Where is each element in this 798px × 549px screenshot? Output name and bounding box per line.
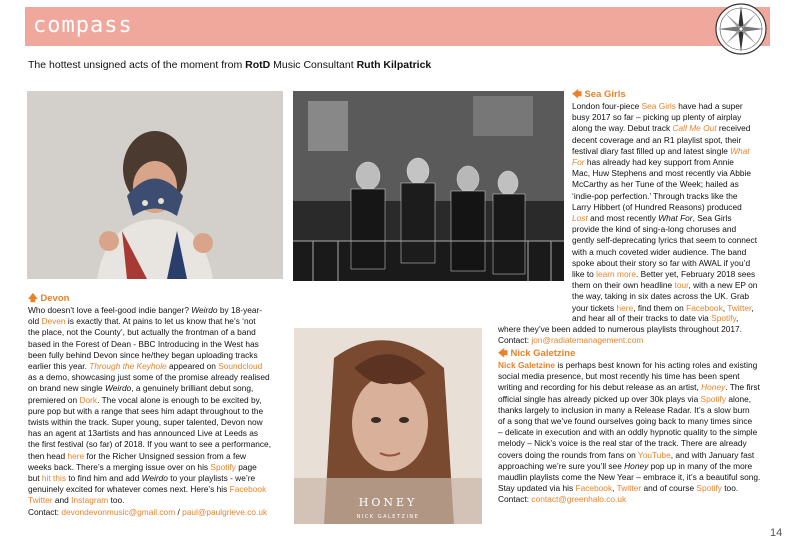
- sea-girls-article-end: and hear all of their tracks to date via Spotify,: [572, 313, 739, 323]
- soundcloud-link[interactable]: Soundcloud: [218, 361, 263, 372]
- paul-email-link[interactable]: paul@paulgrieve.co.uk: [182, 506, 268, 517]
- section-title: compass: [33, 13, 133, 38]
- devon-article: 🡅 Devon Who doesn’t love a feel-good indie banger? Weirdo by 18-year- old Deven is exactly that. At pains to let us know that he’s ‘not the place, not the County’, but actually the frontman of a band based in the Forest of Dean - BBC Introducing in the West has been fully behind Devon since he/they began uploading tracks earlier this year. Through the Keyhole appeared on Soundcloud as a demo, showcasing just some of the promise already realised on brand new single Weirdo, a genuinely brilliant debut song, premiered on Dork. The vocal alone is enough to be excited by, pure pop but with a range that sees him adapt throughout to the twists within the track. Super young, super talented, Devon now has an agent at 13artists and has announced Live at Leeds as the first festival (so far) of 2018. If you want to see a performance, then head here for the Richer Unsigned session from a few weeks back. There’s a merging issue over on his Spotify page but hit this to find him and add Weirdo to your playlists - we’re genuinely excited for whatever comes next. Here’s his Facebook Twitter and Instagram too. Contact: devondevonmusic@gmail.com / paul@paulgrieve.co.uk: [28, 293, 293, 518]
- sg-email-link[interactable]: jon@radiatemanagement.com: [531, 335, 644, 346]
- deven-link[interactable]: Deven: [41, 316, 66, 327]
- nick-email-link[interactable]: contact@greenhalo.co.uk: [531, 494, 627, 505]
- album-title: HONEY: [358, 496, 418, 509]
- twitter-link[interactable]: Twitter: [28, 495, 53, 506]
- nick-link[interactable]: Nick Galetzine: [498, 360, 556, 370]
- nick-twitter-link[interactable]: Twitter: [616, 483, 642, 494]
- lost-link[interactable]: Lost: [572, 213, 588, 224]
- devon-email-link[interactable]: devondevonmusic@gmail.com: [61, 506, 176, 517]
- hit-this-link[interactable]: hit this: [41, 473, 67, 484]
- call-me-out-link[interactable]: Call Me Out: [672, 123, 717, 134]
- spotify-link[interactable]: Spotify: [210, 461, 236, 472]
- album-artist: NICK GALETZINE: [356, 514, 420, 520]
- here-link[interactable]: here: [67, 450, 85, 461]
- sea-girls-photo: [293, 91, 564, 281]
- nick-facebook-link[interactable]: Facebook: [575, 483, 613, 494]
- sea-girls-heading: 🡄 Sea Girls: [572, 89, 626, 100]
- intro-text: The hottest unsigned acts of the moment from: [28, 59, 246, 71]
- honey-album-art: [294, 328, 482, 524]
- nick-spotify-link[interactable]: Spotify: [700, 393, 727, 404]
- nick-spotify-link-2[interactable]: Spotify: [696, 483, 722, 494]
- youtube-link[interactable]: YouTube: [637, 449, 671, 460]
- intro-author: Ruth Kilpatrick: [356, 59, 432, 71]
- honey-link[interactable]: Honey: [701, 382, 726, 393]
- intro-brand: RotD: [245, 59, 271, 71]
- what-for-link[interactable]: What: [730, 145, 750, 156]
- tour-link[interactable]: tour: [674, 280, 689, 291]
- intro-line: [28, 59, 431, 71]
- devon-photo: [27, 91, 283, 279]
- page-number: 14: [770, 527, 783, 539]
- sg-spotify-link[interactable]: Spotify: [711, 313, 737, 323]
- devon-heading: 🡅 Devon: [28, 293, 70, 304]
- sg-facebook-link[interactable]: Facebook: [686, 302, 723, 313]
- learn-more-link[interactable]: learn more: [596, 269, 637, 280]
- compass-icon: [712, 0, 770, 58]
- dork-link[interactable]: Dork: [79, 394, 98, 405]
- intro-mid: Music Consultant: [270, 59, 357, 71]
- nick-article: 🡄 Nick Galetzine Nick Galetzine is perhaps best known for his acting roles and existing social media presence, but most recently his time has been spent writing and recording for his debut release as an artist, Honey. The first official single has already picked up over 30k plays via Spotify alone, thanks largely to inclusion in many a Release Radar. It’s a slow burn of a song that we’ve found ourselves going back to many times since – delicate in execution and with an oddly hypnotic quality to the simple melody – Nick’s voice is the real star of the track. There are already covers doing the rounds from fans on YouTube, and with January fast approaching we’re sure you’ll see Honey pop up in many of the more maudlin playlists come the New Year – embrace it, it’s a beautiful song. Stay updated via his Facebook, Twitter and of course Spotify too. Contact: contact@greenhalo.co.uk: [498, 348, 788, 506]
- through-the-keyhole-link[interactable]: Through the Keyhole: [89, 361, 167, 372]
- facebook-link[interactable]: Facebook: [229, 484, 267, 495]
- sea-girls-article-tail: where they’ve been added to numerous playlists throughout 2017. Contact: jon@radiatemanagement.com: [498, 324, 742, 346]
- sea-girls-article: 🡄 Sea Girls London four-piece Sea Girls have had a super busy 2017 so far – picking up plenty of airplay along the way. Debut track Call Me Out received decent coverage and an R1 playlist spot, their festival diary fast filled up and latest single What For has already had key support from Annie Mac, Huw Stephens and most recently via Abbie McCarthy as her Tune of the Week; hailed as ‘indie-pop perfection.’ Through tracks like the Larry Hibbert (of Hundred Reasons) produced Lost and most recently What For, Sea Girls provide the kind of sing-a-long choruses and gently self-deprecating lyrics that seem to connect with a much coveted wider audience. The band spoke about their story so far with AWAL if you’d like to learn more. Better yet, February 2018 sees them on their own headline tour, with a new EP on the way, taking in six dates across the UK. Grab your tickets here, find them on Facebook, Twitter,: [572, 89, 777, 314]
- instagram-link[interactable]: Instagram: [71, 495, 109, 506]
- nick-heading: 🡄 Nick Galetzine: [498, 348, 576, 359]
- header-bar: [25, 7, 770, 46]
- sea-girls-link[interactable]: Sea Girls: [641, 101, 676, 111]
- sg-twitter-link[interactable]: Twitter: [727, 302, 752, 313]
- tickets-here-link[interactable]: here: [616, 302, 634, 313]
